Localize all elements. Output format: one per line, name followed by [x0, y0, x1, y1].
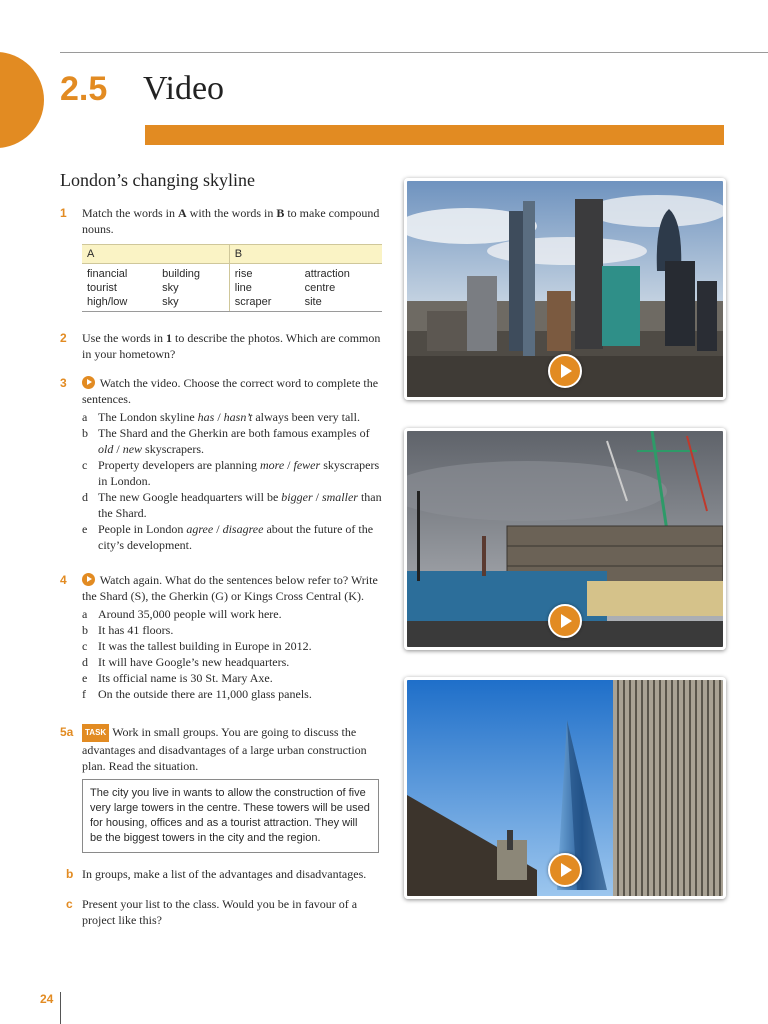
- exercise-number: 4: [60, 573, 67, 587]
- exercise-number: 3: [60, 376, 67, 390]
- unit-tab-decoration: [0, 52, 44, 148]
- item-text: On the outside there are 11,000 glass panels.: [98, 687, 312, 701]
- table-cell: attraction: [304, 268, 350, 280]
- item-text: The new Google headquarters will be bigger / smaller than the Shard.: [98, 490, 382, 520]
- item-letter: f: [82, 687, 86, 701]
- exercise-5c: [60, 896, 382, 928]
- exercise-5b: [60, 866, 382, 882]
- video-play-icon: [82, 376, 95, 389]
- exercise-item: [82, 457, 382, 489]
- exercise-2: [60, 330, 382, 362]
- item-text: It was the tallest building in Europe in 2012.: [98, 639, 312, 653]
- section-title: London’s changing skyline: [60, 170, 255, 190]
- item-text: People in London agree / disagree about the future of the city’s development.: [98, 522, 374, 552]
- item-letter: c: [82, 458, 88, 472]
- item-text: It has 41 floors.: [98, 623, 174, 637]
- item-text: Around 35,000 people will work here.: [98, 607, 282, 621]
- table-cell: tourist: [87, 282, 117, 294]
- exercise-1: [60, 205, 382, 237]
- table-cell: building: [162, 268, 200, 280]
- item-letter: a: [82, 607, 88, 621]
- item-letter: e: [82, 671, 88, 685]
- exercise-item: [82, 409, 382, 425]
- table-cell: rise: [229, 264, 299, 282]
- exercise-number: c: [66, 897, 73, 911]
- table-cell: centre: [304, 282, 336, 294]
- item-text: Its official name is 30 St. Mary Axe.: [98, 671, 273, 685]
- exercise-number: 1: [60, 206, 67, 220]
- exercise-4-instruction: Watch again. What do the sentences below refer to? Write the Shard (S), the Gherkin (G) or Kings Cross Central (K).: [82, 573, 378, 603]
- table-cell: financial: [87, 268, 128, 280]
- exercise-5a-instruction: TASK Work in small groups. You are going to discuss the advantages and disadvantages of a large urban construction plan. Read the situation.: [82, 725, 367, 773]
- exercise-2-instruction: Use the words in 1 to describe the photos. Which are common in your hometown?: [82, 331, 381, 361]
- exercise-item: [82, 425, 382, 457]
- exercise-5a: [60, 724, 382, 774]
- situation-box: The city you live in wants to allow the construction of five very large towers in the centre. These towers will be used for housing, offices and as a tourist attraction. They will be the biggest towers in the city and the region.: [82, 779, 379, 853]
- table-cell: high/low: [82, 295, 157, 312]
- exercise-3-items: [60, 409, 382, 553]
- table-cell: site: [300, 295, 382, 312]
- video-play-icon: [82, 573, 95, 586]
- title-bar: [145, 125, 724, 145]
- exercise-number: 5a: [60, 725, 74, 739]
- exercise-number: 2: [60, 331, 67, 345]
- exercise-5c-instruction: Present your list to the class. Would you be in favour of a project like this?: [82, 897, 358, 927]
- page-number-rule: [60, 992, 61, 1024]
- task-badge: TASK: [82, 724, 109, 742]
- photo-city-skyline: [404, 178, 726, 400]
- exercise-item: [82, 521, 382, 553]
- header-rule: [60, 52, 768, 53]
- exercise-4-items: [60, 606, 382, 702]
- unit-title: Video: [143, 70, 225, 107]
- item-letter: b: [82, 623, 88, 637]
- photo-the-shard: [404, 677, 726, 899]
- item-letter: a: [82, 410, 88, 424]
- item-letter: d: [82, 490, 88, 504]
- page-number: 24: [40, 992, 54, 1006]
- exercise-number: b: [66, 867, 74, 881]
- play-video-button[interactable]: [548, 354, 582, 388]
- table-row: [82, 264, 382, 282]
- photo-construction-site: [404, 428, 726, 650]
- exercise-item: [82, 638, 382, 654]
- item-text: The Shard and the Gherkin are both famous examples of old / new skyscrapers.: [98, 426, 370, 456]
- exercise-5b-instruction: In groups, make a list of the advantages and disadvantages.: [82, 867, 367, 881]
- exercise-item: [82, 489, 382, 521]
- exercise-1-instruction: Match the words in A with the words in B to make compound nouns.: [82, 206, 380, 236]
- table-cell: sky: [157, 295, 229, 312]
- item-text: The London skyline has / hasn’t always been very tall.: [98, 410, 360, 424]
- table-header-a: A: [82, 245, 229, 264]
- table-header-b: B: [229, 245, 382, 264]
- exercise-item: [82, 686, 382, 702]
- item-letter: d: [82, 655, 88, 669]
- item-letter: c: [82, 639, 88, 653]
- item-text: It will have Google’s new headquarters.: [98, 655, 290, 669]
- exercise-item: [82, 622, 382, 638]
- exercise-item: [82, 654, 382, 670]
- play-video-button[interactable]: [548, 853, 582, 887]
- table-row: [82, 295, 382, 312]
- exercise-item: [82, 670, 382, 686]
- table-cell: scraper: [229, 295, 299, 312]
- item-letter: e: [82, 522, 88, 536]
- table-row: [82, 281, 382, 295]
- exercise-3: [60, 375, 382, 553]
- unit-number: 2.5: [60, 70, 108, 108]
- item-letter: b: [82, 426, 88, 440]
- table-cell: sky: [162, 282, 179, 294]
- exercise-3-instruction: Watch the video. Choose the correct word to complete the sentences.: [82, 376, 379, 406]
- play-video-button[interactable]: [548, 604, 582, 638]
- compound-nouns-table: [82, 244, 382, 312]
- exercise-4: [60, 572, 382, 702]
- table-cell: line: [229, 281, 299, 295]
- item-text: Property developers are planning more / fewer skyscrapers in London.: [98, 458, 380, 488]
- exercise-item: [82, 606, 382, 622]
